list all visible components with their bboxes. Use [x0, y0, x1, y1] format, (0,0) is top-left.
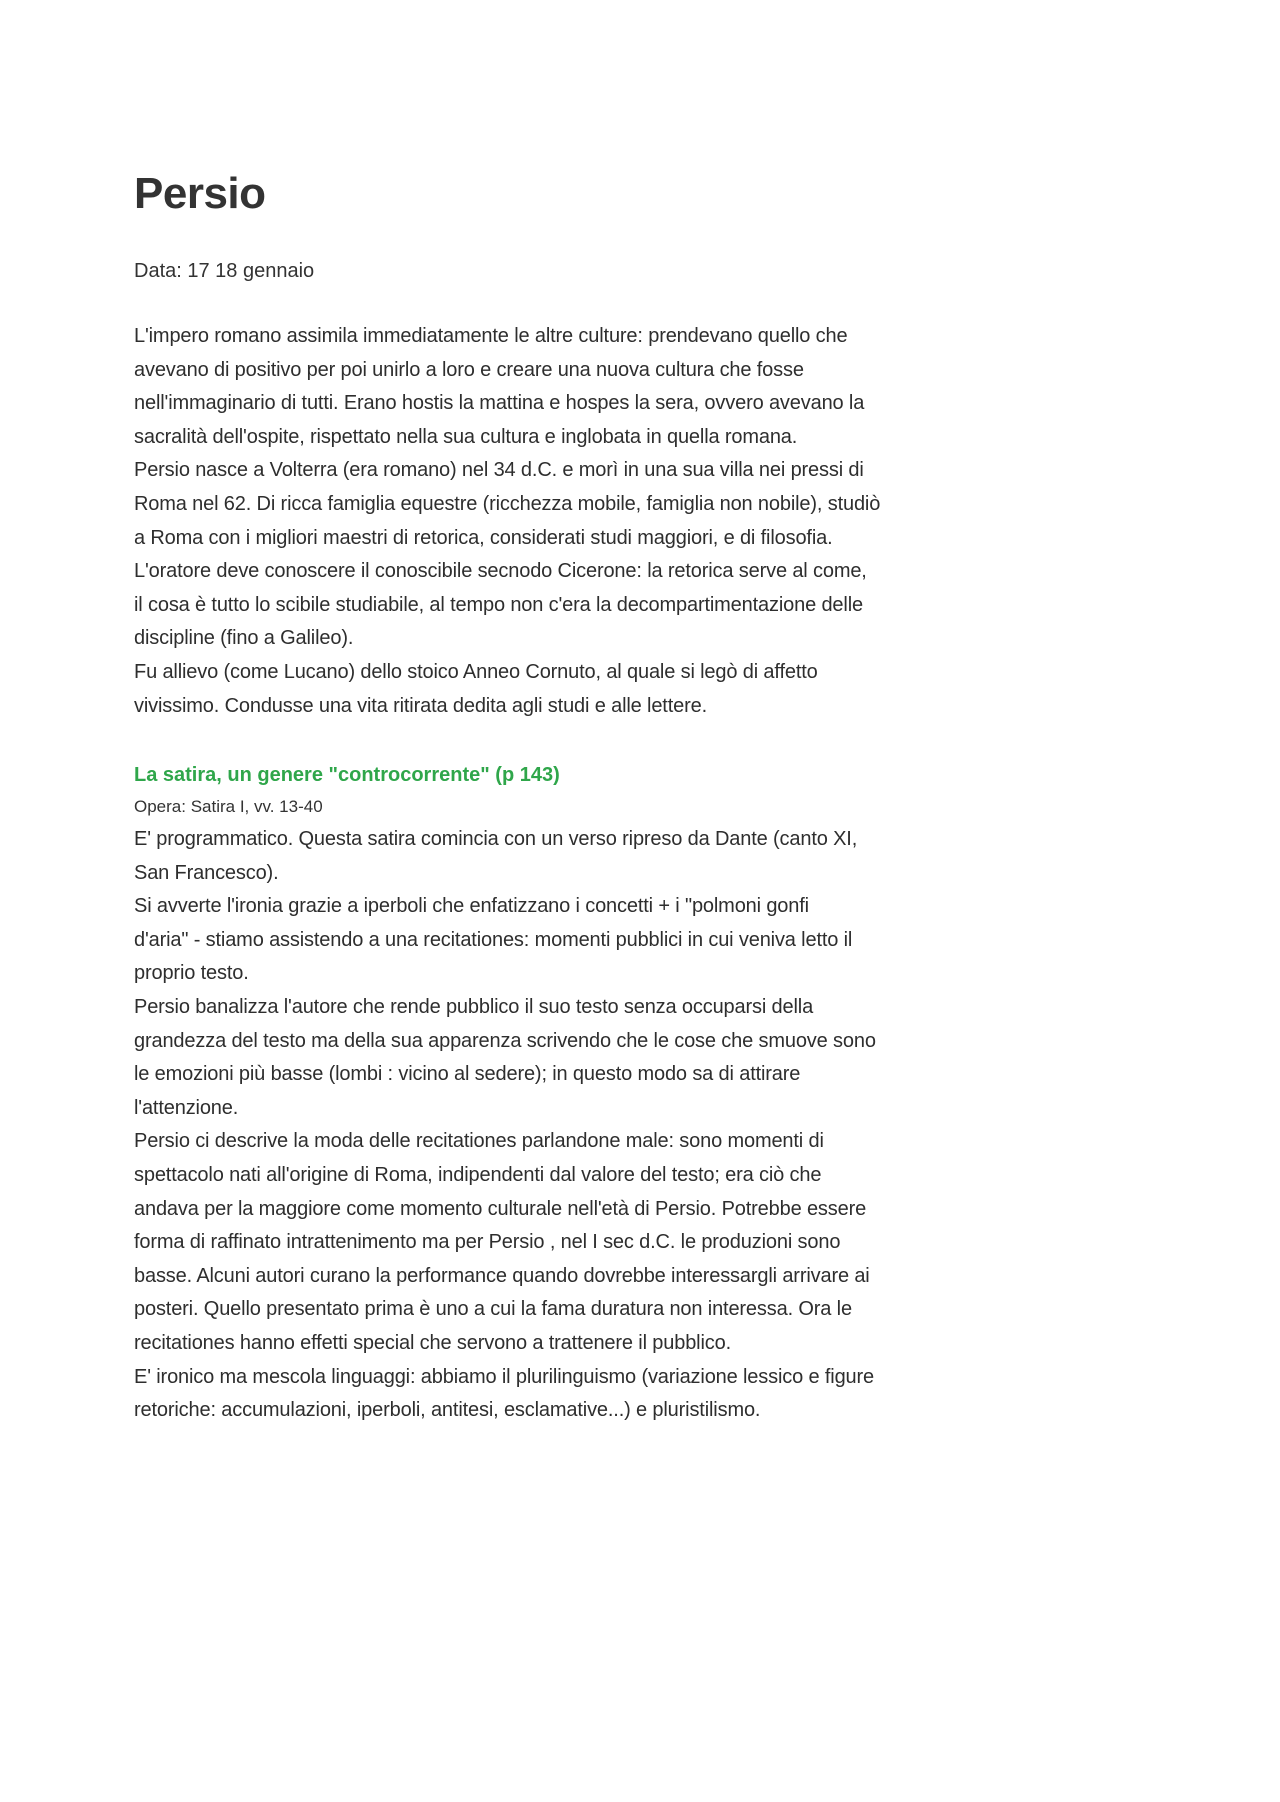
text-line: andava per la maggiore come momento culturale nell'età di Persio. Potrebbe essere [134, 1197, 867, 1220]
section-heading: La satira, un genere "controcorrente" (p 143) [134, 764, 560, 786]
text-line: vivissimo. Condusse una vita ritirata dedita agli studi e alle lettere. [134, 694, 707, 717]
text-line: spettacolo nati all'origine di Roma, indipendenti dal valore del testo; era ciò che [134, 1163, 822, 1186]
text-line: San Francesco). [134, 861, 279, 884]
text-line: le emozioni più basse (lombi : vicino al sedere); in questo modo sa di attirare [134, 1063, 801, 1086]
text-line: Persio ci descrive la moda delle recitationes parlandone male: sono momenti di [134, 1130, 824, 1153]
text-line: L'oratore deve conoscere il conoscibile secnodo Cicerone: la retorica serve al come, [134, 560, 867, 583]
text-line: l'attenzione. [134, 1096, 239, 1119]
text-line: d'aria" - stiamo assistendo a una recitationes: momenti pubblici in cui veniva letto il [134, 928, 853, 951]
text-line: forma di raffinato intrattenimento ma per Persio , nel I sec d.C. le produzioni sono [134, 1231, 841, 1254]
text-line: avevano di positivo per poi unirlo a loro e creare una nuova cultura che fosse [134, 358, 804, 381]
intro-paragraph [134, 320, 984, 723]
text-line: E' ironico ma mescola linguaggi: abbiamo il plurilinguismo (variazione lessico e figure [134, 1365, 875, 1388]
text-line: E' programmatico. Questa satira comincia con un verso ripreso da Dante (canto XI, [134, 828, 858, 850]
text-line: posteri. Quello presentato prima è uno a cui la fama duratura non interessa. Ora le [134, 1298, 852, 1321]
text-line: a Roma con i migliori maestri di retorica, considerati studi maggiori, e di filosofia. [134, 526, 833, 549]
text-line: Persio banalizza l'autore che rende pubblico il suo testo senza occuparsi della [134, 995, 814, 1018]
text-line: proprio testo. [134, 962, 249, 985]
text-line: il cosa è tutto lo scibile studiabile, al tempo non c'era la decompartimentazione delle [134, 593, 863, 616]
text-line: L'impero romano assimila immediatamente le altre culture: prendevano quello che [134, 325, 848, 347]
section-paragraph [134, 823, 984, 1428]
text-line: sacralità dell'ospite, rispettato nella sua cultura e inglobata in quella romana. [134, 425, 798, 448]
text-line: Fu allievo (come Lucano) dello stoico Anneo Cornuto, al quale si legò di affetto [134, 660, 818, 683]
text-line: Roma nel 62. Di ricca famiglia equestre (ricchezza mobile, famiglia non nobile), studiò [134, 492, 881, 515]
text-line: nell'immaginario di tutti. Erano hostis la mattina e hospes la sera, ovvero avevano la [134, 392, 865, 415]
text-line: Persio nasce a Volterra (era romano) nel 34 d.C. e morì in una sua villa nei pressi di [134, 459, 864, 482]
text-line: basse. Alcuni autori curano la performance quando dovrebbe interessargli arrivare ai [134, 1264, 870, 1287]
text-line: retoriche: accumulazioni, iperboli, antitesi, esclamative...) e pluristilismo. [134, 1399, 761, 1422]
text-line: recitationes hanno effetti special che servono a trattenere il pubblico. [134, 1331, 731, 1354]
text-line: grandezza del testo ma della sua apparenza scrivendo che le cose che smuove sono [134, 1029, 876, 1052]
opera-reference: Opera: Satira I, vv. 13-40 [134, 797, 323, 816]
date-line: Data: 17 18 gennaio [134, 260, 315, 282]
text-line: Si avverte l'ironia grazie a iperboli che enfatizzano i concetti + i "polmoni gonfi [134, 895, 809, 918]
page-title: Persio [134, 169, 266, 218]
text-line: discipline (fino a Galileo). [134, 627, 354, 650]
